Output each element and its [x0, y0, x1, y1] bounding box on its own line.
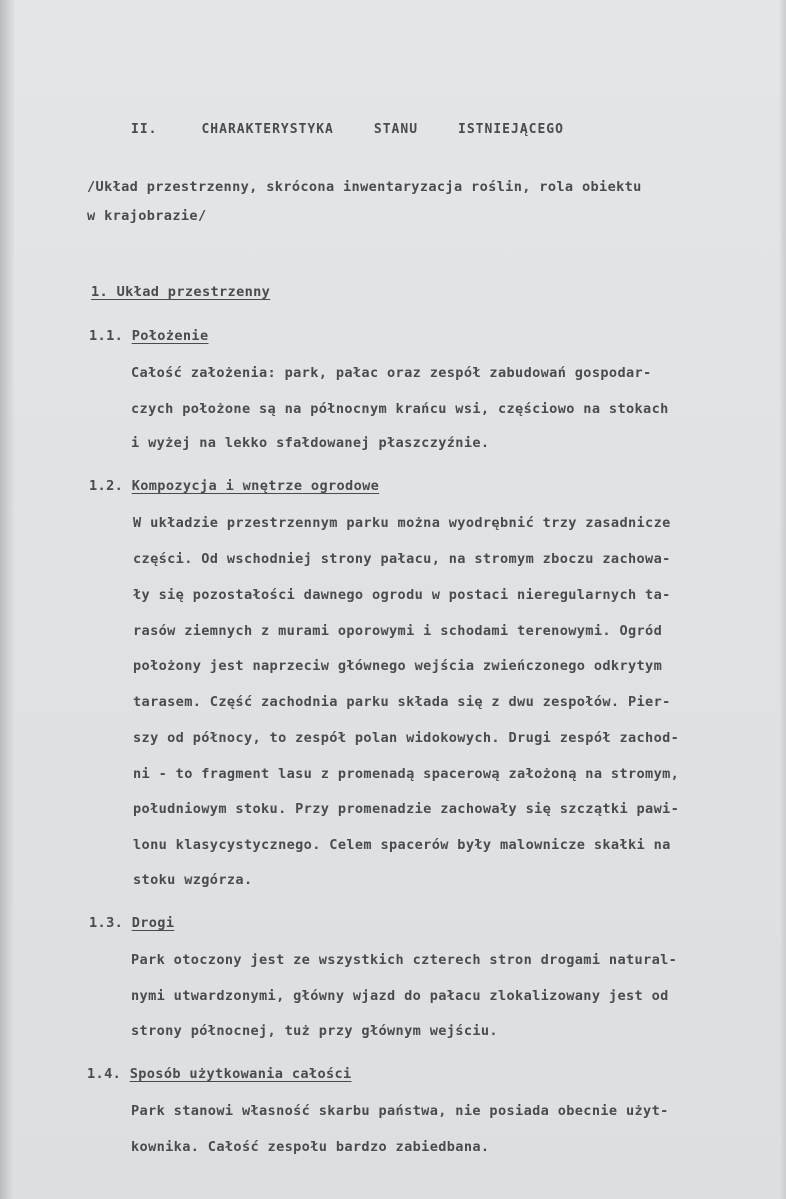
- subsection-number: 1.1.: [89, 328, 124, 344]
- subsection-number: 1.2.: [89, 478, 124, 494]
- paragraph-line: W układzie przestrzennym parku można wyodrębnić trzy zasadnicze: [133, 515, 671, 531]
- chapter-heading: [131, 121, 564, 139]
- binding-edge: [0, 0, 14, 1199]
- paragraph-line: szy od północy, to zespół polan widokowych. Drugi zespół zachod-: [133, 730, 680, 746]
- subsection-number: 1.3.: [89, 915, 124, 931]
- paragraph-line: stoku wzgórza.: [133, 872, 253, 888]
- paragraph-line: Całość założenia: park, pałac oraz zespół zabudowań gospodar-: [131, 365, 652, 381]
- paragraph-line: czych położone są na północnym krańcu wsi, częściowo na stokach: [131, 401, 669, 417]
- paragraph-line: tarasem. Część zachodnia parku składa się z dwu zespołów. Pier-: [133, 694, 671, 710]
- paragraph-line: kownika. Całość zespołu bardzo zabiedbana.: [131, 1139, 490, 1155]
- subsection-heading: [89, 914, 174, 932]
- subsection-title: Kompozycja i wnętrze ogrodowe: [131, 478, 380, 494]
- paragraph-line: Park otoczony jest ze wszystkich czterech stron drogami natural-: [131, 952, 678, 968]
- paragraph-line: południowym stoku. Przy promenadzie zachowały się szczątki pawi-: [133, 801, 680, 817]
- paragraph-line: Park stanowi własność skarbu państwa, nie posiada obecnie użyt-: [131, 1103, 669, 1119]
- paragraph-line: lonu klasycystycznego. Celem spacerów były malownicze skałki na: [133, 837, 671, 853]
- paragraph-line: rasów ziemnych z murami oporowymi i schodami terenowymi. Ogród: [133, 623, 663, 639]
- paragraph-line: ły się pozostałości dawnego ogrodu w postaci nieregularnych ta-: [133, 587, 671, 603]
- paragraph-line: i wyżej na lekko sfałdowanej płaszczyźnie.: [131, 435, 490, 451]
- section-title: 1. Układ przestrzenny: [91, 284, 271, 300]
- subsection-number: 1.4.: [87, 1066, 122, 1082]
- chapter-heading-word-2: STANU: [373, 122, 419, 137]
- subsection-title: Drogi: [131, 915, 175, 931]
- paragraph-line: części. Od wschodniej strony pałacu, na stromym zboczu zachowa-: [133, 551, 671, 567]
- intro-line: w krajobrazie/: [87, 208, 207, 224]
- paragraph-line: nymi utwardzonymi, główny wjazd do pałacu zlokalizowany jest od: [131, 988, 669, 1004]
- subsection-heading: [89, 477, 379, 495]
- chapter-heading-word-3: ISTNIEJĄCEGO: [458, 122, 564, 137]
- paragraph-line: ni - to fragment lasu z promenadą spacerową założoną na stromym,: [133, 766, 680, 782]
- chapter-number: II.: [131, 122, 158, 137]
- subsection-title: Sposób użytkowania całości: [129, 1066, 352, 1082]
- subsection-title: Położenie: [131, 328, 209, 344]
- page-edge-shadow: [780, 0, 786, 1199]
- chapter-heading-word-1: CHARAKTERYSTYKA: [201, 122, 334, 137]
- subsection-heading: [89, 327, 209, 345]
- paragraph-line: położony jest naprzeciw głównego wejścia zwieńczonego odkrytym: [133, 658, 663, 674]
- subsection-heading: [87, 1065, 352, 1083]
- intro-line: /Układ przestrzenny, skrócona inwentaryzacja roślin, rola obiektu: [87, 179, 642, 195]
- paragraph-line: strony północnej, tuż przy głównym wejściu.: [131, 1023, 498, 1039]
